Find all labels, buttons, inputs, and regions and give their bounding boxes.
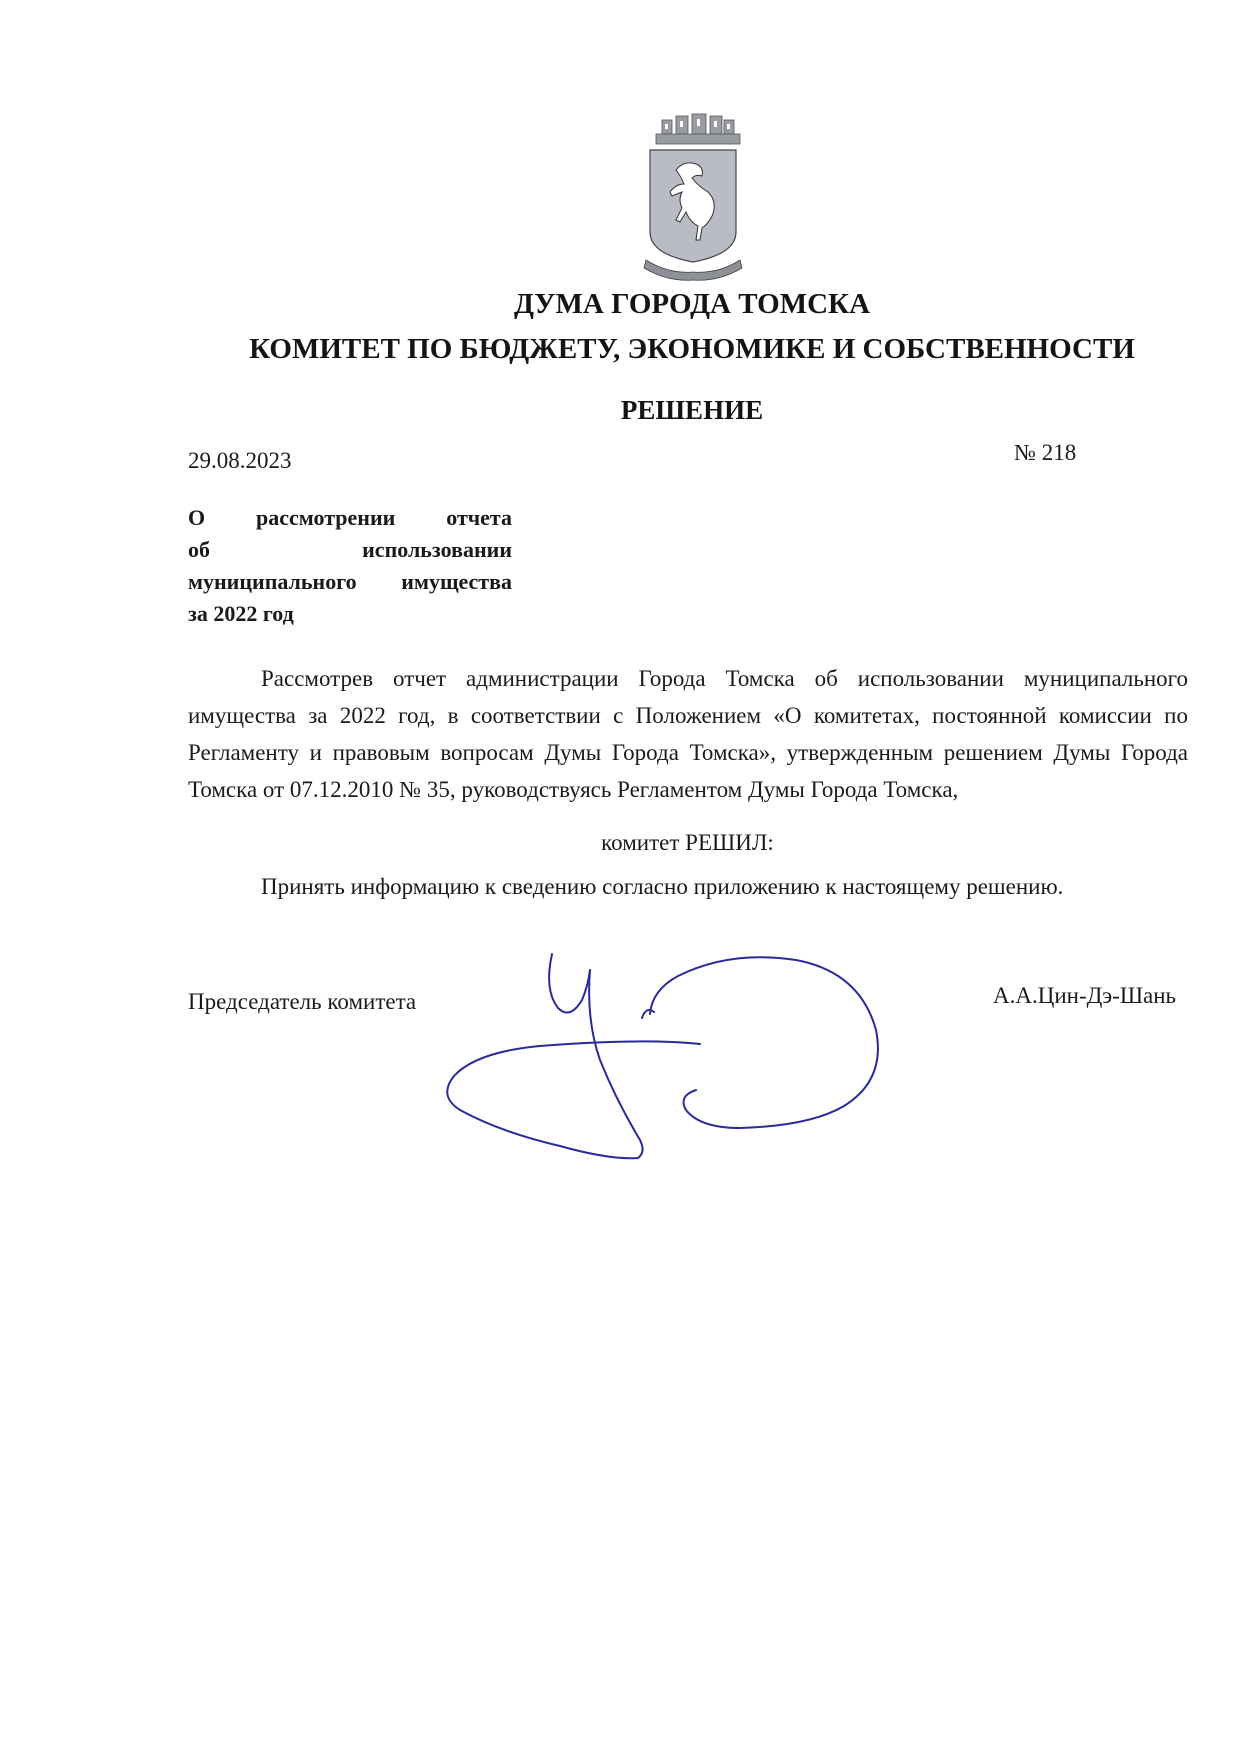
signatory-title: Председатель комитета	[188, 989, 417, 1014]
document-date: 29.08.2023	[188, 448, 292, 473]
document-type: РЕШЕНИЕ	[620, 395, 764, 425]
body-paragraph: Рассмотрев отчет администрации Города Томска об использовании муниципального имущества за 2022 год, в соответствии с Положением «О комитетах, постоянной комиссии по Регламенту и правовым вопросам Думы Города Томска», утвержденным решением Думы Города Томска от 07.12.2010 № 35, руководствуясь Регламентом Думы Города Томска,	[188, 666, 1188, 802]
subject-line: О рассмотрении отчета	[188, 505, 512, 530]
decision-text: Принять информацию к сведению согласно приложению к настоящему решению.	[261, 874, 1064, 899]
duma-title: ДУМА ГОРОДА ТОМСКА	[513, 288, 871, 320]
subject-line: об использовании	[188, 537, 512, 562]
subject-line: за 2022 год	[188, 601, 294, 626]
coat-of-arms-icon	[638, 112, 748, 288]
subject-line: муниципального имущества	[188, 569, 512, 594]
signatory-name: А.А.Цин-Дэ-Шань	[993, 983, 1177, 1008]
signature-icon	[440, 950, 940, 1180]
committee-title: КОМИТЕТ ПО БЮДЖЕТУ, ЭКОНОМИКЕ И СОБСТВЕННОСТИ	[249, 333, 1135, 365]
document-number: № 218	[1014, 440, 1077, 465]
document-subject	[188, 502, 512, 630]
resolved-line: комитет РЕШИЛ:	[601, 830, 774, 855]
